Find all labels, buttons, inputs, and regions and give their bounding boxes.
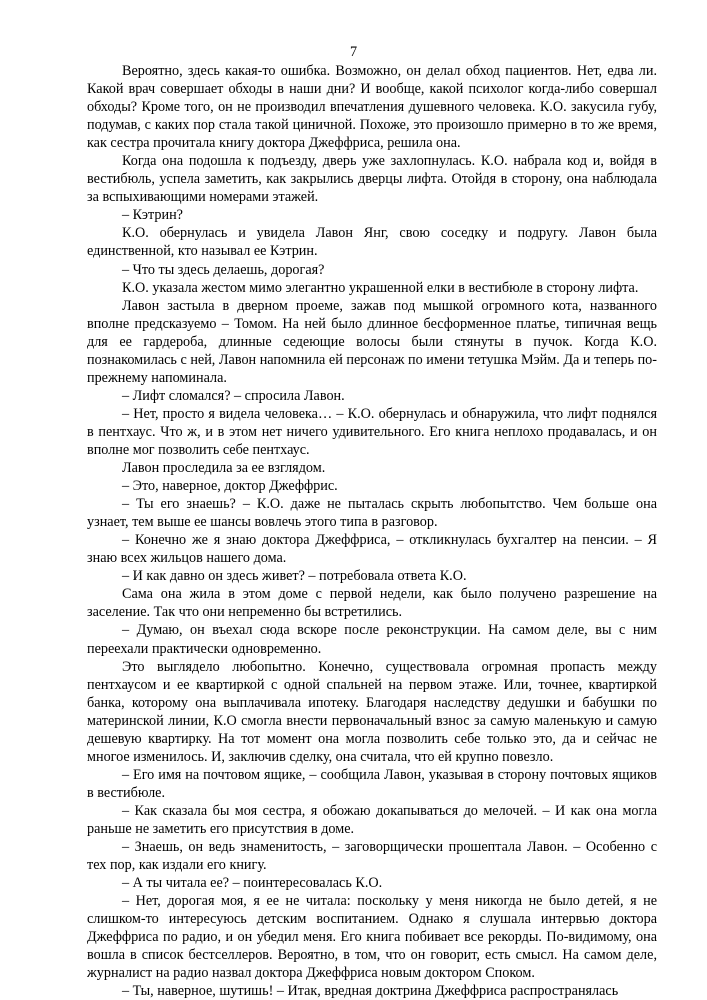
dialogue-line: – Кэтрин? [122,207,183,224]
dialogue-line: – Ты, наверное, шутишь! – Итак, вредная доктрина Джеффриса распространялась [122,983,619,1000]
dialogue-line: – Нет, просто я видела человека… – К.О. обернулась и обнаружила, что лифт поднялся в пентхаус. Что ж, и в этом нет ничего удивительного. Его книга неплохо продавалась, и он вполне мог позволить себе пентхаус. [87,405,657,458]
paragraph: К.О. указала жестом мимо элегантно украшенной елки в вестибюле в сторону лифта. [122,279,639,296]
page-number: 7 [349,44,358,60]
dialogue-line: – Это, наверное, доктор Джеффрис. [122,478,338,495]
dialogue-line: – Ты его знаешь? – К.О. даже не пыталась скрыть любопытство. Чем больше она узнает, тем выше ее шансы вовлечь этого типа в разговор. [87,496,657,531]
dialogue-line: – А ты читала ее? – поинтересовалась К.О. [122,875,383,892]
paragraph: Вероятно, здесь какая-то ошибка. Возможно, он делал обход пациентов. Нет, едва ли. Какой врач совершает обходы в наши дни? И вообще, какой психолог когда-либо совершал обходы? Кроме того, он не производил впечатления душевного человека. К.О. закусила губу, подумав, с каких пор стала такой циничной. Похоже, это произошло примерно в то же время, как сестра прочитала книгу доктора Джеффриса, решила она. [87,63,657,152]
paragraph: Сама она жила в этом доме с первой недели, как было получено разрешение на заселение. Так что они непременно бы встретились. [87,586,657,621]
dialogue-line: – Лифт сломался? – спросила Лавон. [122,387,345,404]
paragraph: Лавон проследила за ее взглядом. [122,460,326,477]
dialogue-line: – Знаешь, он ведь знаменитость, – заговорщически прошептала Лавон. – Особенно с тех пор, как издали его книгу. [87,839,657,874]
dialogue-line: – И как давно он здесь живет? – потребовала ответа К.О. [122,568,467,585]
dialogue-line: – Конечно же я знаю доктора Джеффриса, – откликнулась бухгалтер на пенсии. – Я знаю всех жильцов нашего дома. [87,532,657,567]
dialogue-line: – Его имя на почтовом ящике, – сообщила Лавон, указывая в сторону почтовых ящиков в вестибюле. [87,766,657,801]
paragraph: Когда она подошла к подъезду, дверь уже захлопнулась. К.О. набрала код и, войдя в вестибюль, успела заметить, как закрылись дверцы лифта. Отойдя в сторону, она наблюдала за вспыхивающими номерами этажей. [87,153,657,206]
paragraph: Это выглядело любопытно. Конечно, существовала огромная пропасть между пентхаусом и ее квартиркой с одной спальней на первом этаже. Или, точнее, квартиркой банка, которому она выплачивала ипотеку. Благодаря наследству дедушки и бабушки по материнской линии, К.О смогла внести первоначальный взнос за самую маленькую и самую дешевую квартирку. На тот момент она могла позволить себе только это, да и сейчас не многое изменилось. И, заключив сделку, она считала, что ей крупно повезло. [87,658,657,765]
dialogue-line: – Думаю, он въехал сюда вскоре после реконструкции. На самом деле, вы с ним переехали практически одновременно. [87,622,657,657]
text-body [87,62,657,1000]
dialogue-line: – Нет, дорогая моя, я ее не читала: поскольку у меня никогда не было детей, я не слишком-то интересуюсь детским воспитанием. Однако я слушала интервью доктора Джеффриса по радио, и он убедил меня. Его книга побивает все рекорды. По-видимому, она вошла в список бестселлеров. Вероятно, в том, что он говорит, есть смысл. На самом деле, журналист на радио назвал доктора Джеффриса новым доктором Споком. [87,893,657,982]
paragraph: Лавон застыла в дверном проеме, зажав под мышкой огромного кота, названного вполне предсказуемо – Томом. На ней было длинное бесформенное платье, типичная вещь для ее гардероба, длинные седеющие волосы были стянуты в пучок. Когда К.О. познакомилась с ней, Лавон напомнила ей персонаж по имени тетушка Мэйм. Да и теперь по-прежнему напоминала. [87,297,657,386]
dialogue-line: – Как сказала бы моя сестра, я обожаю докапываться до мелочей. – И как она могла раньше не заметить его присутствия в доме. [87,802,657,837]
paragraph: К.О. обернулась и увидела Лавон Янг, свою соседку и подругу. Лавон была единственной, кто называл ее Кэтрин. [87,225,657,260]
dialogue-line: – Что ты здесь делаешь, дорогая? [122,261,325,278]
